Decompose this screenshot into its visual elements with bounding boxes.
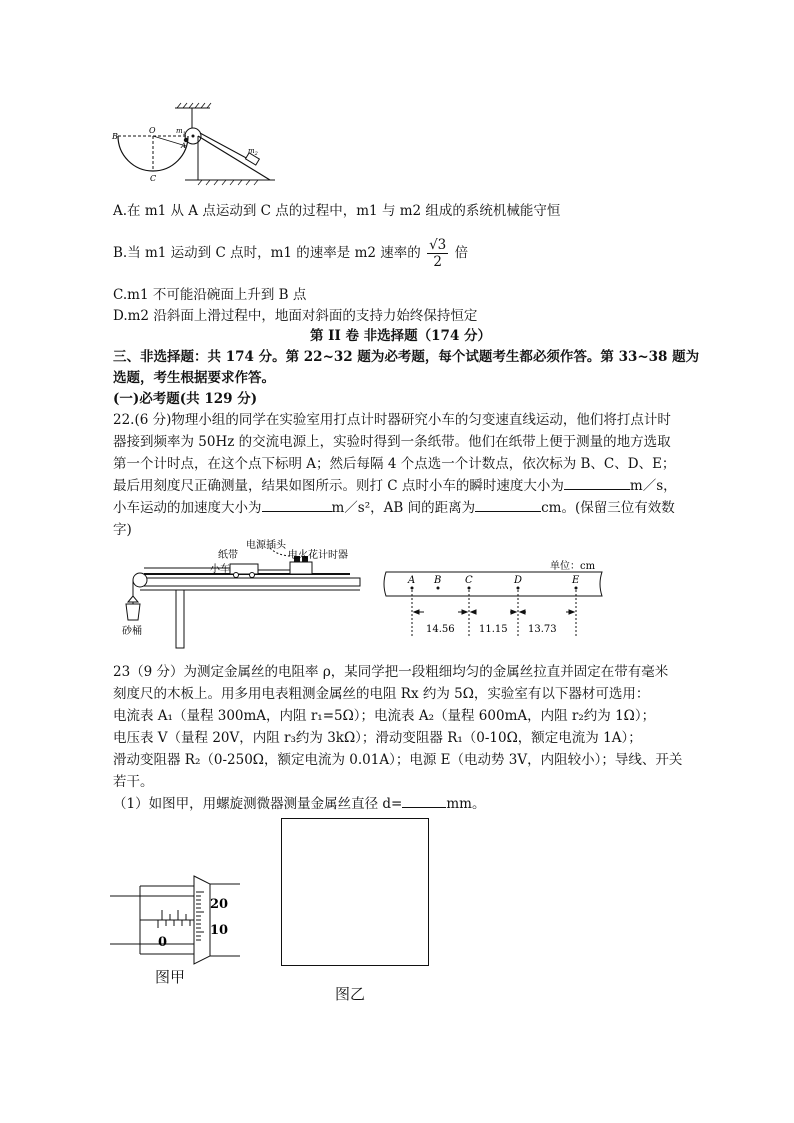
- q22-line-6: 字): [113, 522, 132, 538]
- label-B: B: [112, 132, 118, 141]
- label-O: O: [149, 126, 156, 135]
- q22-line-1: 22.(6 分)物理小组的同学在实验室用打点计时器研究小车的匀变速直线运动，他们将打点计时: [113, 412, 671, 428]
- point-E: E: [572, 575, 580, 586]
- section-title: 第 II 卷 非选择题（174 分）: [309, 328, 492, 344]
- distance-cd: 11.15: [479, 624, 508, 635]
- q23-line-7: （1）如图甲，用螺旋测微器测量金属丝直径 d= mm。: [113, 793, 688, 815]
- point-A: A: [408, 575, 416, 586]
- point-B: B: [434, 575, 442, 586]
- paper-tape-figure: [380, 560, 610, 640]
- unit-label: 单位：cm: [550, 561, 596, 572]
- q22-line-2: 器接到频率为 50Hz 的交流电源上，实验时得到一条纸带。他们在纸带上便于测量的地方选取: [113, 434, 671, 450]
- figure-b-box: [281, 818, 429, 966]
- label-C: C: [150, 174, 157, 183]
- q22-line-3: 第一个计时点，在这个点下标明 A；然后每隔 4 个点选一个计数点，依次标为 B、C、D、E；: [113, 456, 676, 472]
- answer-blank-diameter[interactable]: [402, 793, 446, 808]
- q23-line-1: 23（9 分）为测定金属丝的电阻率 ρ，某同学把一段粗细均匀的金属丝拉直并固定在带有毫米: [113, 664, 669, 680]
- micrometer-figure: [110, 858, 250, 966]
- q22-line-4: 最后用刻度尺正确测量，结果如图所示。则打 C 点时小车的瞬时速度大小为 m／s，: [113, 475, 688, 497]
- answer-blank-ab-distance[interactable]: [475, 497, 541, 512]
- q23-line-5: 滑动变阻器 R₂（0-250Ω，额定电流为 0.01A）；电源 E（电动势 3V，内阻较小）；导线、开关: [113, 752, 683, 768]
- section-instructions-2: 选题，考生根据要求作答。: [113, 370, 275, 386]
- section-instructions-1: 三、非选择题：共 174 分。第 22~32 题为必考题，每个试题考生都必须作答。第 33~38 题为: [113, 349, 700, 365]
- section-subtitle: (一)必考题(共 129 分): [113, 391, 258, 407]
- option-b: B.当 m1 运动到 C 点时，m1 的速率是 m2 速率的 $\frac{√3}{2}$ 倍: [113, 237, 469, 270]
- fraction-sqrt3-over-2: $\frac{√3}{2}$: [429, 237, 447, 270]
- caption-figure-b: 图乙: [335, 985, 366, 1003]
- caption-figure-a: 图甲: [155, 968, 186, 986]
- q23-line-3: 电流表 A₁（量程 300mA，内阻 r₁=5Ω）；电流表 A₂（量程 600mA，内阻 r₂约为 1Ω）；: [113, 708, 656, 724]
- answer-blank-acceleration[interactable]: [262, 497, 332, 512]
- answer-blank-velocity[interactable]: [564, 475, 630, 490]
- distance-de: 13.73: [528, 624, 557, 635]
- thimble-scale-10: 10: [210, 923, 229, 938]
- label-bucket: 砂桶: [122, 626, 142, 637]
- distance-ac: 14.56: [426, 624, 455, 635]
- q22-line-5: 小车运动的加速度大小为 m／s²，AB 间的距离为 cm。(保留三位有效数: [113, 497, 688, 519]
- option-d: D.m2 沿斜面上滑过程中，地面对斜面的支持力始终保持恒定: [113, 308, 478, 324]
- q23-line-4: 电压表 V（量程 20V，内阻 r₃约为 3kΩ）；滑动变阻器 R₁（0-10Ω，额定电流为 1A）；: [113, 730, 642, 746]
- q23-line-6: 若干。: [113, 774, 154, 790]
- option-c: C.m1 不可能沿碗面上升到 B 点: [113, 287, 307, 303]
- label-m1: $m_1$: [176, 127, 186, 137]
- sleeve-scale-0: 0: [158, 935, 168, 950]
- option-a: A.在 m1 从 A 点运动到 C 点的过程中，m1 与 m2 组成的系统机械能守恒: [113, 203, 561, 219]
- thimble-scale-20: 20: [210, 897, 229, 912]
- label-m2: $m_2$: [248, 147, 258, 157]
- q23-line-2: 刻度尺的木板上。用多用电表粗测金属丝的电阻 Rx 约为 5Ω，实验室有以下器材可选用：: [113, 686, 650, 702]
- point-D: D: [514, 575, 523, 586]
- bowl-incline-figure: [110, 100, 280, 192]
- label-A: A: [181, 142, 187, 150]
- timer-apparatus-figure: [120, 538, 365, 650]
- label-timer: 电火花计时器: [288, 550, 348, 561]
- point-C: C: [465, 575, 473, 586]
- label-tape: 纸带: [218, 550, 238, 561]
- label-plug: 电源插头: [246, 540, 286, 551]
- label-cart: 小车: [210, 564, 230, 575]
